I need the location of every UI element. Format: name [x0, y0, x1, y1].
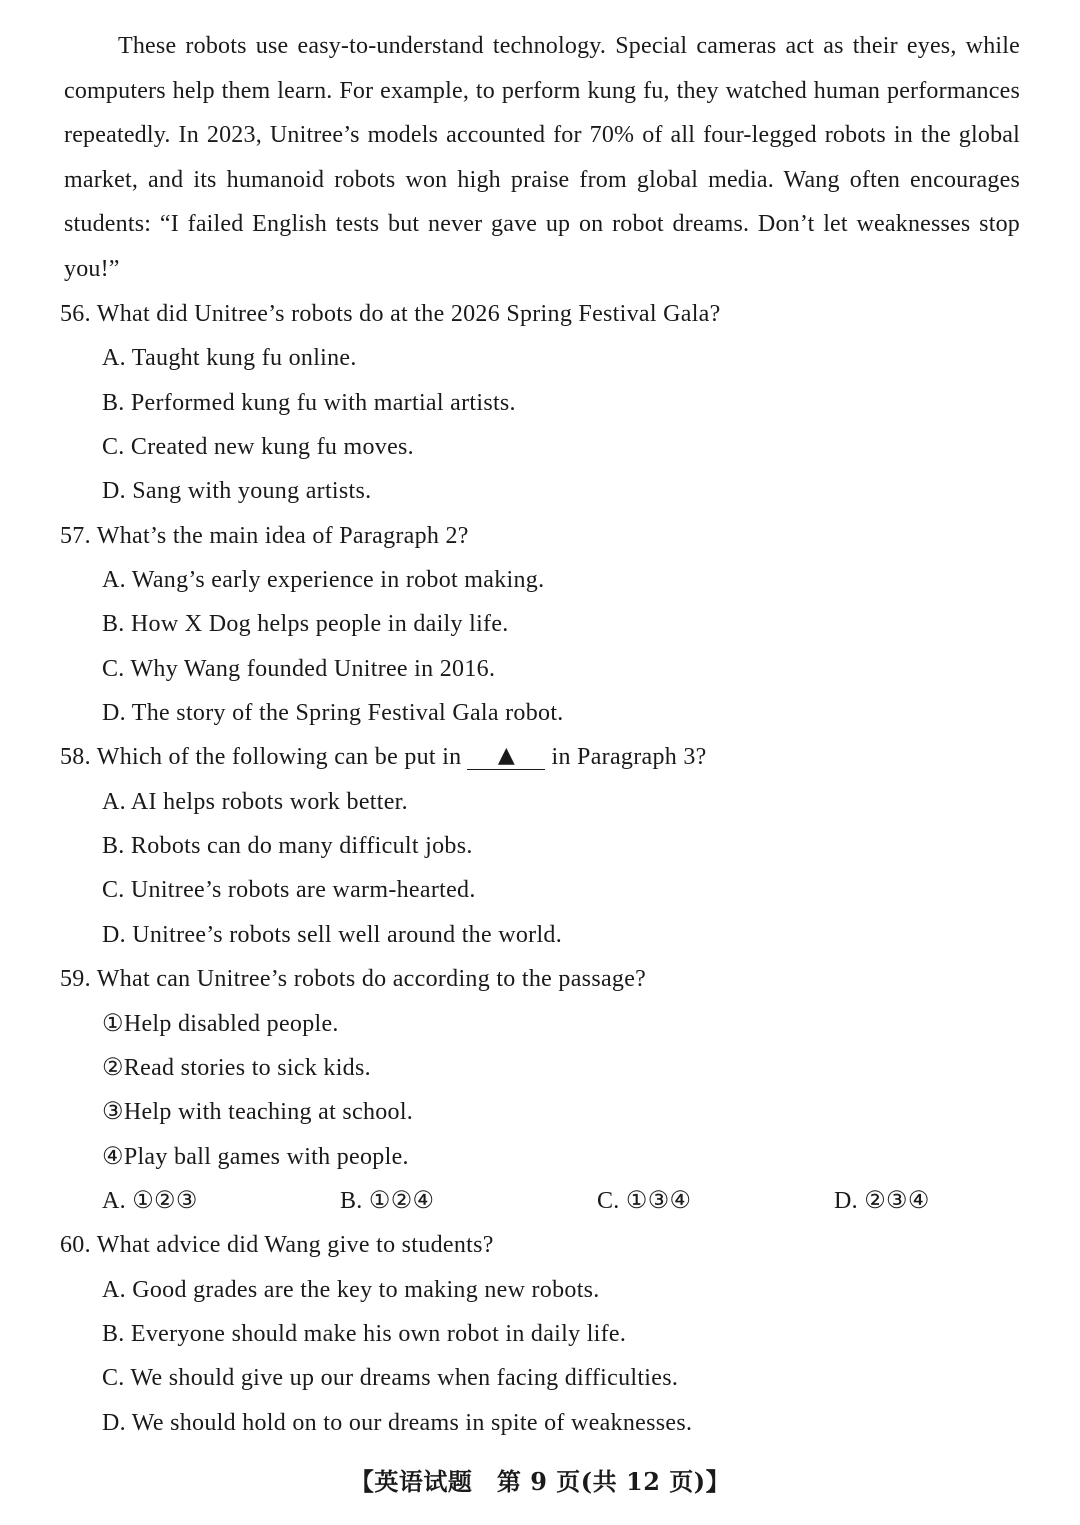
question-58-option-b: B. Robots can do many difficult jobs.	[102, 833, 473, 860]
question-59-stem: 59. What can Unitree’s robots do according to the passage?	[60, 966, 647, 993]
question-58-option-a: A. AI helps robots work better.	[102, 788, 408, 815]
question-59-option-b: B. ①②④	[340, 1187, 435, 1214]
question-59-item-1: ①Help disabled people.	[102, 1010, 339, 1037]
question-59-item-4: ④Play ball games with people.	[102, 1143, 409, 1170]
question-56-option-a: A. Taught kung fu online.	[102, 345, 357, 372]
question-59-item-2: ②Read stories to sick kids.	[102, 1054, 371, 1081]
question-list	[60, 292, 1020, 1445]
question-58-stem	[60, 735, 1020, 779]
question-57-option-c: C. Why Wang founded Unitree in 2016.	[102, 655, 496, 682]
question-59-option-c: C. ①③④	[597, 1187, 692, 1214]
question-60-option-d: D. We should hold on to our dreams in spite of weaknesses.	[102, 1409, 693, 1436]
question-59-option-d: D. ②③④	[834, 1187, 930, 1214]
question-59-choices	[60, 1179, 1020, 1223]
question-59-option-a: A. ①②③	[102, 1187, 198, 1214]
page-footer: 【英语试题 第 9 页(共 12 页)】	[349, 1467, 731, 1496]
question-57-stem: 57. What’s the main idea of Paragraph 2?	[60, 522, 469, 549]
passage-paragraph: These robots use easy-to-understand technology. Special cameras act as their eyes, while computers help them learn. For example, to perform kung fu, they watched human performances repeatedly. In 2023, Unitree’s models accounted for 70% of all four-legged robots in the global market, and its humanoid robots won high praise from global media. Wang often encourages students: “I failed English tests but never gave up on robot dreams. Don’t let weaknesses stop you!”	[64, 33, 1020, 282]
question-58-stem-before: 58. Which of the following can be put in	[60, 744, 462, 771]
question-60-option-a: A. Good grades are the key to making new robots.	[102, 1276, 600, 1303]
question-58-option-c: C. Unitree’s robots are warm-hearted.	[102, 877, 476, 904]
question-57-option-d: D. The story of the Spring Festival Gala robot.	[102, 700, 564, 727]
question-58-option-d: D. Unitree’s robots sell well around the world.	[102, 921, 563, 948]
question-56-option-c: C. Created new kung fu moves.	[102, 434, 414, 461]
question-57-option-a: A. Wang’s early experience in robot making.	[102, 567, 545, 594]
question-59-item-3: ③Help with teaching at school.	[102, 1099, 414, 1126]
question-60-stem: 60. What advice did Wang give to students?	[60, 1232, 494, 1259]
question-56-stem: 56. What did Unitree’s robots do at the 2026 Spring Festival Gala?	[60, 301, 721, 327]
question-60-option-b: B. Everyone should make his own robot in daily life.	[102, 1320, 627, 1347]
answer-blank	[467, 742, 545, 770]
question-60-option-c: C. We should give up our dreams when facing difficulties.	[102, 1365, 679, 1392]
triangle-marker-icon: ▲	[497, 743, 516, 769]
question-56-option-d: D. Sang with young artists.	[102, 478, 372, 505]
question-58-stem-after: in Paragraph 3?	[551, 744, 707, 771]
question-57-option-b: B. How X Dog helps people in daily life.	[102, 611, 509, 638]
question-56-option-b: B. Performed kung fu with martial artists.	[102, 389, 516, 416]
